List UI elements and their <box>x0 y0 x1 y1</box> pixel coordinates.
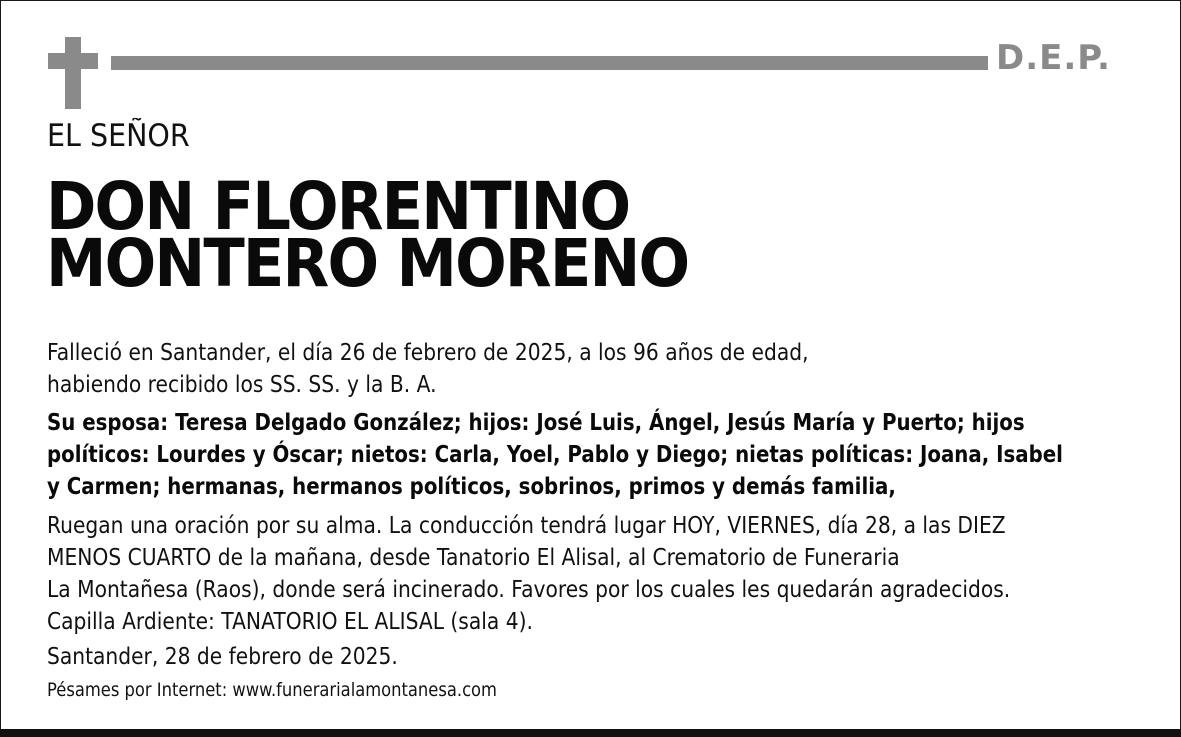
latin-cross-icon <box>48 37 98 109</box>
cross-horizontal-bar <box>48 53 98 69</box>
death-notice-line: Falleció en Santander, el día 26 de febrero de 2025, a los 96 años de edad, <box>47 340 809 366</box>
header-rule <box>111 56 988 70</box>
deceased-name-line-2: MONTERO MORENO <box>46 225 689 302</box>
request-line: Capilla Ardiente: TANATORIO EL ALISAL (sala 4). <box>47 609 533 635</box>
family-list <box>47 407 1063 503</box>
family-line: políticos: Lourdes y Óscar; nietos: Carla, Yoel, Pablo y Diego; nietas políticas: Joana, Isabel <box>47 442 1063 468</box>
death-notice-line: habiendo recibido los SS. SS. y la B. A. <box>47 372 437 398</box>
funeral-request <box>47 510 1010 638</box>
death-notice <box>47 337 809 401</box>
cross-vertical-bar <box>65 37 81 109</box>
deceased-name-line-1: DON FLORENTINO <box>46 168 630 245</box>
place-date: Santander, 28 de febrero de 2025. <box>47 644 398 670</box>
request-line: MENOS CUARTO de la mañana, desde Tanatorio El Alisal, al Crematorio de Funeraria <box>47 545 900 571</box>
family-line: Su esposa: Teresa Delgado González; hijos: José Luis, Ángel, Jesús María y Puerto; hijos <box>47 410 1025 436</box>
bottom-rule <box>0 729 1181 737</box>
condolences-website: Pésames por Internet: www.funerarialamontanesa.com <box>47 679 497 701</box>
family-line: y Carmen; hermanas, hermanos políticos, sobrinos, primos y demás familia, <box>47 474 896 500</box>
request-line: La Montañesa (Raos), donde será incinerado. Favores por los cuales les quedarán agradecidos. <box>47 577 1011 603</box>
dep-label: D.E.P. <box>996 38 1111 78</box>
request-line: Ruegan una oración por su alma. La conducción tendrá lugar HOY, VIERNES, día 28, a las DIEZ <box>47 513 1006 539</box>
deceased-prefix: EL SEÑOR <box>47 118 190 154</box>
